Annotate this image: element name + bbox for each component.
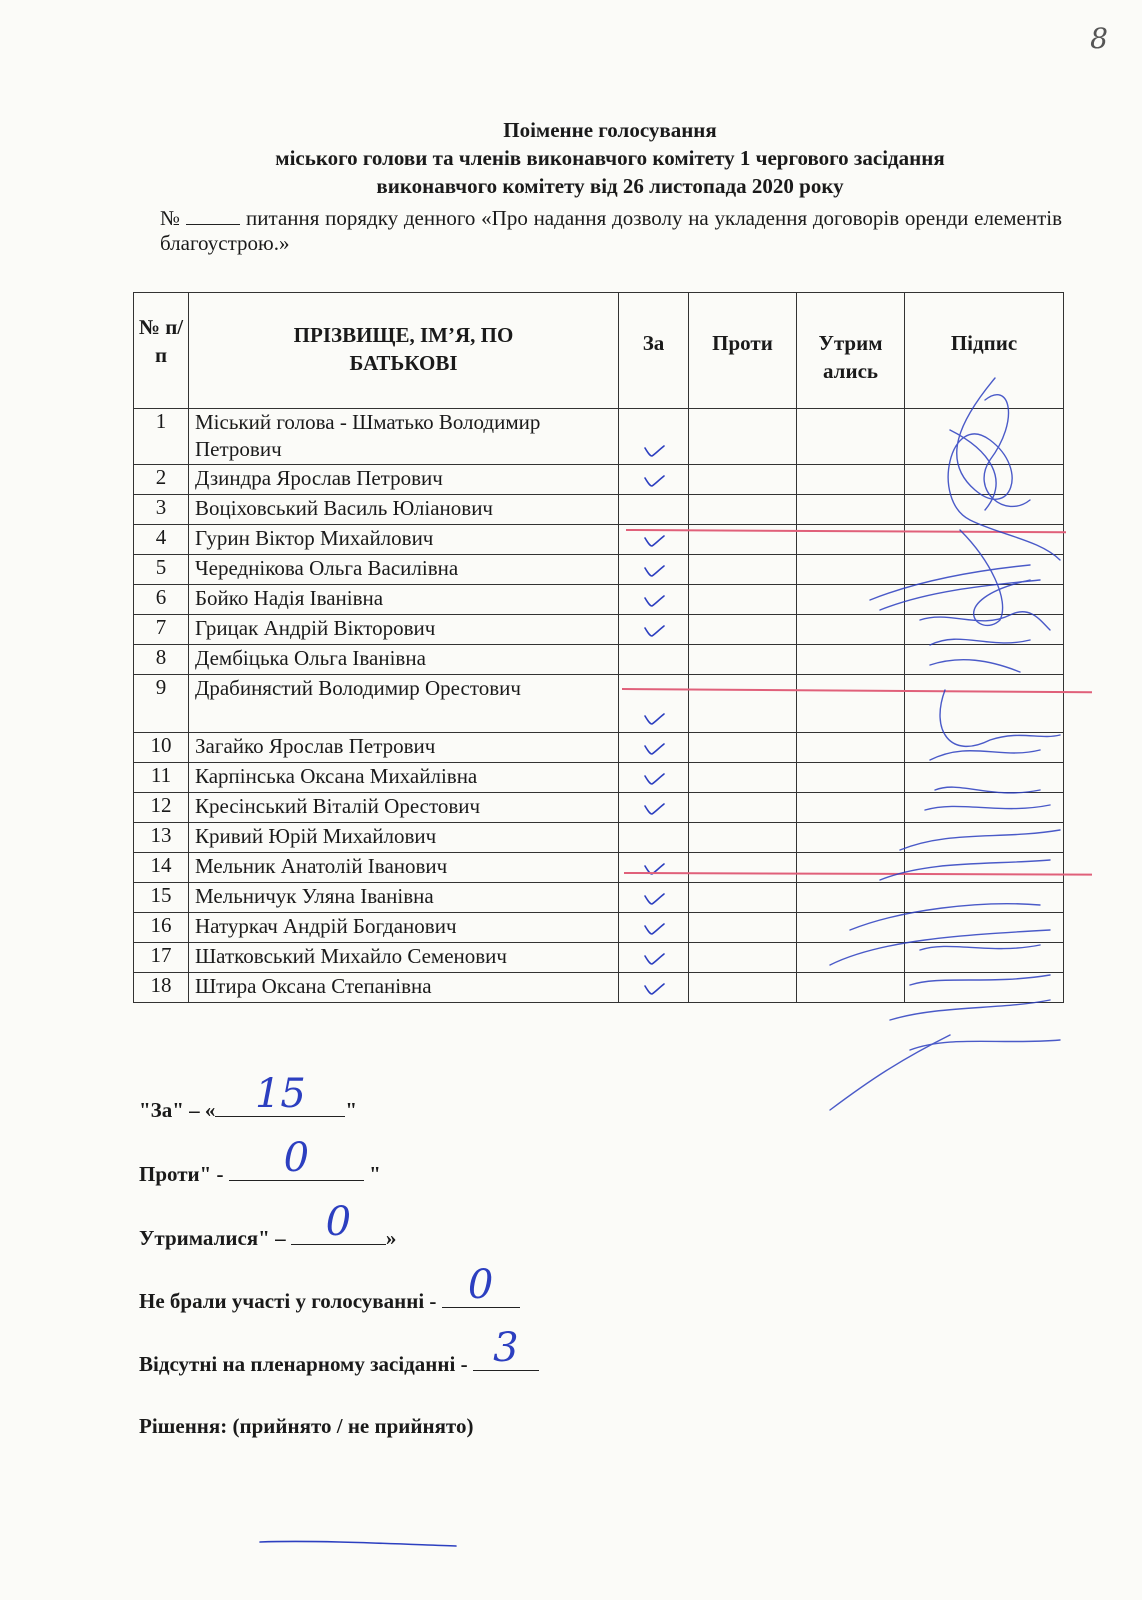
table-row [134,973,1064,1003]
signature-cell [905,763,1064,793]
member-name: Загайко Ярослав Петрович [189,733,619,763]
member-name: Воціховський Василь Юліанович [189,495,619,525]
check-mark-icon [643,742,665,756]
table-row [134,495,1064,525]
signature-cell [905,913,1064,943]
check-mark-icon [643,594,665,608]
vote-table [133,292,1064,1003]
check-mark-icon [643,892,665,906]
summary-against-blank [229,1135,364,1181]
table-row [134,823,1064,853]
row-number: 17 [134,943,189,973]
check-mark-icon [643,802,665,816]
summary-not-voted-blank [442,1262,520,1308]
member-name: Гурин Віктор Михайлович [189,525,619,555]
summary-abstained-blank [291,1199,386,1245]
vote-abstained-cell [797,733,905,763]
vote-for-cell [619,585,689,615]
row-number: 4 [134,525,189,555]
table-row [134,645,1064,675]
agenda-prefix: № [160,206,181,230]
summary-not-voted [139,1262,520,1314]
vote-for-cell [619,793,689,823]
member-name: Шатковський Михайло Семенович [189,943,619,973]
col-header-num: № п/п [134,293,189,409]
signature-cell [905,645,1064,675]
agenda-item [160,206,1062,256]
row-number: 18 [134,973,189,1003]
vote-abstained-cell [797,585,905,615]
vote-against-cell [689,645,797,675]
signature-cell [905,585,1064,615]
row-number: 8 [134,645,189,675]
vote-against-cell [689,913,797,943]
signature-cell [905,943,1064,973]
vote-against-cell [689,465,797,495]
summary-for-label: "За" – « [139,1098,216,1122]
vote-for-cell [619,733,689,763]
summary-absent-blank [473,1325,539,1371]
signature-cell [905,615,1064,645]
vote-abstained-cell [797,465,905,495]
decision-underline-mark [258,1538,458,1548]
vote-abstained-cell [797,823,905,853]
member-name: Штира Оксана Степанівна [189,973,619,1003]
row-number: 16 [134,913,189,943]
signature-cell [905,883,1064,913]
vote-against-cell [689,555,797,585]
member-name: Мельничук Уляна Іванівна [189,883,619,913]
row-number: 15 [134,883,189,913]
member-name: Карпінська Оксана Михайлівна [189,763,619,793]
vote-against-cell [689,495,797,525]
row-number: 1 [134,409,189,465]
summary-for-value: 15 [254,1071,306,1117]
summary-absent [139,1325,539,1377]
signature-cell [905,409,1064,465]
vote-against-cell [689,973,797,1003]
row-number: 12 [134,793,189,823]
signature-cell [905,675,1064,733]
table-row [134,943,1064,973]
check-mark-icon [643,982,665,996]
row-number: 9 [134,675,189,733]
check-mark-icon [643,444,665,458]
check-mark-icon [643,712,665,726]
signature-cell [905,853,1064,883]
vote-abstained-cell [797,913,905,943]
vote-for-cell [619,943,689,973]
vote-abstained-cell [797,615,905,645]
member-name: Мельник Анатолій Іванович [189,853,619,883]
vote-against-cell [689,733,797,763]
agenda-number-blank [186,224,240,225]
row-number: 5 [134,555,189,585]
check-mark-icon [643,534,665,548]
check-mark-icon [643,922,665,936]
vote-for-cell [619,853,689,883]
check-mark-icon [643,772,665,786]
table-row [134,733,1064,763]
vote-for-cell [619,675,689,733]
table-row [134,853,1064,883]
agenda-text: питання порядку денного «Про надання дозволу на укладення договорів оренди елементів благоустрою.» [160,206,1063,255]
vote-against-cell [689,585,797,615]
summary-against-value: 0 [283,1135,310,1181]
vote-against-cell [689,763,797,793]
member-name: Кресінський Віталій Орестович [189,793,619,823]
vote-abstained-cell [797,943,905,973]
table-row [134,465,1064,495]
member-name: Череднікова Ольга Василівна [189,555,619,585]
vote-for-cell [619,823,689,853]
vote-for-cell [619,973,689,1003]
col-header-against: Проти [689,293,797,409]
table-row [134,585,1064,615]
vote-abstained-cell [797,675,905,733]
signature-cell [905,973,1064,1003]
vote-against-cell [689,943,797,973]
member-name: Бойко Надія Іванівна [189,585,619,615]
row-number: 2 [134,465,189,495]
row-number: 10 [134,733,189,763]
member-name: Дембіцька Ольга Іванівна [189,645,619,675]
vote-against-cell [689,793,797,823]
summary-abstained-value: 0 [325,1199,352,1245]
vote-for-cell [619,465,689,495]
vote-for-cell [619,495,689,525]
col-header-name: ПРІЗВИЩЕ, ІМ’Я, ПО БАТЬКОВІ [189,293,619,409]
member-name: Кривий Юрій Михайлович [189,823,619,853]
check-mark-icon [643,474,665,488]
member-name: Драбинястий Володимир Орестович [189,675,619,733]
signature-cell [905,733,1064,763]
summary-for-blank [215,1071,345,1117]
vote-for-cell [619,883,689,913]
summary-abstained-label: Утрималися" – [139,1226,286,1250]
summary-decision-label: Рішення: (прийнято / не прийнято) [139,1414,474,1438]
summary-absent-label: Відсутні на пленарному засіданні - [139,1352,468,1376]
signature-cell [905,555,1064,585]
summary-for-suffix: " [345,1098,358,1122]
check-mark-icon [643,952,665,966]
vote-abstained-cell [797,973,905,1003]
header-subtitle: міського голови та членів виконавчого комітету 1 чергового засідання [275,146,945,170]
table-row [134,913,1064,943]
table-header-row [134,293,1064,409]
vote-for-cell [619,645,689,675]
summary-abstained [139,1199,397,1251]
summary-decision [139,1414,473,1439]
row-number: 11 [134,763,189,793]
summary-abstained-suffix: » [385,1226,397,1250]
signature-cell [905,465,1064,495]
vote-against-cell [689,409,797,465]
vote-against-cell [689,853,797,883]
member-name: Натуркач Андрій Богданович [189,913,619,943]
vote-against-cell [689,675,797,733]
row-number: 14 [134,853,189,883]
check-mark-icon [643,564,665,578]
vote-abstained-cell [797,883,905,913]
vote-abstained-cell [797,495,905,525]
member-name: Міський голова - Шматько Володимир Петрович [189,409,619,465]
col-header-for: За [619,293,689,409]
table-row [134,793,1064,823]
header-date: виконавчого комітету від 26 листопада 2020 року [376,174,844,198]
summary-against-suffix: " [369,1162,381,1186]
table-row [134,763,1064,793]
page-number: 8 [1090,22,1108,55]
summary-for [139,1071,358,1123]
signature-cell [905,793,1064,823]
table-row [134,883,1064,913]
table-row [134,555,1064,585]
vote-abstained-cell [797,555,905,585]
col-header-signature: Підпис [905,293,1064,409]
vote-abstained-cell [797,793,905,823]
row-number: 6 [134,585,189,615]
vote-abstained-cell [797,763,905,793]
row-number: 13 [134,823,189,853]
row-number: 3 [134,495,189,525]
member-name: Дзиндра Ярослав Петрович [189,465,619,495]
vote-for-cell [619,913,689,943]
vote-against-cell [689,883,797,913]
summary-against [139,1135,381,1187]
table-row [134,525,1064,555]
summary-against-label: Проти" - [139,1162,224,1186]
table-row [134,409,1064,465]
header-title: Поіменне голосування [503,118,717,142]
vote-abstained-cell [797,853,905,883]
vote-for-cell [619,409,689,465]
summary-not-voted-label: Не брали участі у голосуванні - [139,1289,437,1313]
vote-abstained-cell [797,645,905,675]
member-name: Грицак Андрій Вікторович [189,615,619,645]
signature-cell [905,495,1064,525]
row-number: 7 [134,615,189,645]
signature-cell [905,823,1064,853]
vote-for-cell [619,555,689,585]
check-mark-icon [643,624,665,638]
summary-absent-value: 3 [493,1325,519,1371]
vote-for-cell [619,763,689,793]
table-row [134,675,1064,733]
document-header [160,116,1060,200]
col-header-abstained: Утрим ались [797,293,905,409]
vote-against-cell [689,823,797,853]
table-row [134,615,1064,645]
vote-for-cell [619,615,689,645]
vote-abstained-cell [797,409,905,465]
summary-not-voted-value: 0 [467,1262,494,1308]
vote-against-cell [689,615,797,645]
signature-cell [905,525,1064,555]
